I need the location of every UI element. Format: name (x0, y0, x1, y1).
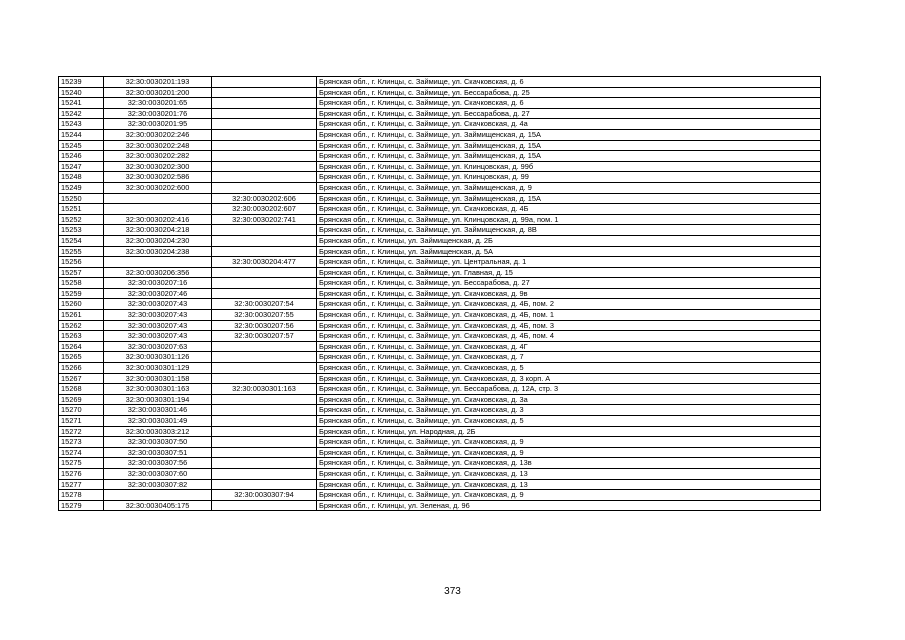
cadastral-number-cell: 32:30:0030202:282 (104, 151, 212, 162)
table-row (59, 310, 821, 321)
row-number-cell: 15249 (59, 182, 104, 193)
address-cell: Брянская обл., г. Клинцы, с. Займище, ул. Скачковская, д. 3а (317, 394, 821, 405)
premises-cadastral-cell (212, 373, 317, 384)
row-number-cell: 15259 (59, 288, 104, 299)
row-number-cell: 15271 (59, 416, 104, 427)
premises-cadastral-cell (212, 108, 317, 119)
address-cell: Брянская обл., г. Клинцы, с. Займище, ул. Займищенская, д. 15А (317, 193, 821, 204)
premises-cadastral-cell (212, 437, 317, 448)
address-cell: Брянская обл., г. Клинцы, с. Займище, ул. Бессарабова, д. 12А, стр. 3 (317, 384, 821, 395)
row-number-cell: 15270 (59, 405, 104, 416)
address-cell: Брянская обл., г. Клинцы, с. Займище, ул. Скачковская, д. 7 (317, 352, 821, 363)
premises-cadastral-cell (212, 235, 317, 246)
cadastral-number-cell: 32:30:0030207:43 (104, 310, 212, 321)
table-row (59, 394, 821, 405)
address-cell: Брянская обл., г. Клинцы, с. Займище, ул. Скачковская, д. 6 (317, 77, 821, 88)
table-row (59, 161, 821, 172)
row-number-cell: 15253 (59, 225, 104, 236)
row-number-cell: 15258 (59, 278, 104, 289)
table-row (59, 500, 821, 511)
row-number-cell: 15244 (59, 129, 104, 140)
cadastral-number-cell: 32:30:0030204:230 (104, 235, 212, 246)
row-number-cell: 15250 (59, 193, 104, 204)
cadastral-number-cell: 32:30:0030301:126 (104, 352, 212, 363)
table-row (59, 278, 821, 289)
cadastral-number-cell (104, 490, 212, 501)
cadastral-number-cell: 32:30:0030207:16 (104, 278, 212, 289)
table-row (59, 225, 821, 236)
row-number-cell: 15261 (59, 310, 104, 321)
cadastral-number-cell: 32:30:0030201:65 (104, 98, 212, 109)
table-row (59, 151, 821, 162)
table-row (59, 214, 821, 225)
cadastral-number-cell: 32:30:0030301:194 (104, 394, 212, 405)
premises-cadastral-cell (212, 458, 317, 469)
address-cell: Брянская обл., г. Клинцы, с. Займище, ул. Клинцовская, д. 99 (317, 172, 821, 183)
row-number-cell: 15276 (59, 468, 104, 479)
cadastral-number-cell: 32:30:0030202:248 (104, 140, 212, 151)
row-number-cell: 15260 (59, 299, 104, 310)
address-cell: Брянская обл., г. Клинцы, ул. Займищенская, д. 5А (317, 246, 821, 257)
row-number-cell: 15265 (59, 352, 104, 363)
cadastral-number-cell: 32:30:0030207:43 (104, 299, 212, 310)
row-number-cell: 15257 (59, 267, 104, 278)
table-row (59, 458, 821, 469)
table-row (59, 140, 821, 151)
address-cell: Брянская обл., г. Клинцы, с. Займище, ул. Займищенская, д. 15А (317, 140, 821, 151)
row-number-cell: 15251 (59, 204, 104, 215)
address-cell: Брянская обл., г. Клинцы, с. Займище, ул. Скачковская, д. 4Б, пом. 1 (317, 310, 821, 321)
row-number-cell: 15266 (59, 363, 104, 374)
address-cell: Брянская обл., г. Клинцы, с. Займище, ул. Скачковская, д. 3 корп. А (317, 373, 821, 384)
premises-cadastral-cell (212, 341, 317, 352)
table-row (59, 235, 821, 246)
address-cell: Брянская обл., г. Клинцы, с. Займище, ул. Скачковская, д. 5 (317, 363, 821, 374)
address-cell: Брянская обл., г. Клинцы, с. Займище, ул. Скачковская, д. 9 (317, 490, 821, 501)
address-cell: Брянская обл., г. Клинцы, с. Займище, ул. Скачковская, д. 6 (317, 98, 821, 109)
premises-cadastral-cell: 32:30:0030204:477 (212, 257, 317, 268)
address-cell: Брянская обл., г. Клинцы, с. Займище, ул. Скачковская, д. 13в (317, 458, 821, 469)
table-row (59, 373, 821, 384)
table-row (59, 426, 821, 437)
address-cell: Брянская обл., г. Клинцы, с. Займище, ул. Клинцовская, д. 99а, пом. 1 (317, 214, 821, 225)
row-number-cell: 15267 (59, 373, 104, 384)
premises-cadastral-cell (212, 246, 317, 257)
premises-cadastral-cell (212, 500, 317, 511)
row-number-cell: 15262 (59, 320, 104, 331)
premises-cadastral-cell (212, 363, 317, 374)
address-cell: Брянская обл., г. Клинцы, с. Займище, ул. Центральная, д. 1 (317, 257, 821, 268)
cadastral-number-cell: 32:30:0030301:129 (104, 363, 212, 374)
address-cell: Брянская обл., г. Клинцы, с. Займище, ул. Клинцовская, д. 99б (317, 161, 821, 172)
premises-cadastral-cell (212, 267, 317, 278)
table-row (59, 341, 821, 352)
premises-cadastral-cell (212, 129, 317, 140)
premises-cadastral-cell (212, 447, 317, 458)
table-row (59, 352, 821, 363)
table-row (59, 363, 821, 374)
row-number-cell: 15272 (59, 426, 104, 437)
table-row (59, 267, 821, 278)
address-cell: Брянская обл., г. Клинцы, с. Займище, ул. Займищенская, д. 9 (317, 182, 821, 193)
table-row (59, 257, 821, 268)
address-cell: Брянская обл., г. Клинцы, с. Займище, ул. Бессарабова, д. 27 (317, 278, 821, 289)
cadastral-number-cell: 32:30:0030206:356 (104, 267, 212, 278)
row-number-cell: 15278 (59, 490, 104, 501)
premises-cadastral-cell: 32:30:0030207:56 (212, 320, 317, 331)
table-row (59, 384, 821, 395)
table-row (59, 320, 821, 331)
cadastral-number-cell: 32:30:0030301:158 (104, 373, 212, 384)
cadastral-number-cell: 32:30:0030201:76 (104, 108, 212, 119)
premises-cadastral-cell (212, 87, 317, 98)
row-number-cell: 15240 (59, 87, 104, 98)
address-cell: Брянская обл., г. Клинцы, с. Займище, ул. Скачковская, д. 3 (317, 405, 821, 416)
cadastral-number-cell (104, 204, 212, 215)
premises-cadastral-cell: 32:30:0030202:606 (212, 193, 317, 204)
table-row (59, 288, 821, 299)
table-row (59, 447, 821, 458)
address-cell: Брянская обл., г. Клинцы, с. Займище, ул. Скачковская, д. 13 (317, 468, 821, 479)
table-row (59, 98, 821, 109)
premises-cadastral-cell: 32:30:0030207:57 (212, 331, 317, 342)
premises-cadastral-cell (212, 468, 317, 479)
row-number-cell: 15243 (59, 119, 104, 130)
premises-cadastral-cell: 32:30:0030301:163 (212, 384, 317, 395)
cadastral-number-cell: 32:30:0030405:175 (104, 500, 212, 511)
premises-cadastral-cell (212, 140, 317, 151)
cadastral-number-cell: 32:30:0030307:50 (104, 437, 212, 448)
address-cell: Брянская обл., г. Клинцы, ул. Зеленая, д. 96 (317, 500, 821, 511)
row-number-cell: 15241 (59, 98, 104, 109)
cadastral-number-cell: 32:30:0030202:246 (104, 129, 212, 140)
cadastral-number-cell: 32:30:0030207:63 (104, 341, 212, 352)
table-row (59, 204, 821, 215)
address-cell: Брянская обл., г. Клинцы, ул. Займищенская, д. 2Б (317, 235, 821, 246)
row-number-cell: 15252 (59, 214, 104, 225)
table-row (59, 405, 821, 416)
address-cell: Брянская обл., г. Клинцы, с. Займище, ул. Скачковская, д. 5 (317, 416, 821, 427)
cadastral-number-cell (104, 257, 212, 268)
premises-cadastral-cell (212, 77, 317, 88)
address-cell: Брянская обл., г. Клинцы, с. Займище, ул. Скачковская, д. 9в (317, 288, 821, 299)
address-cell: Брянская обл., г. Клинцы, с. Займище, ул. Скачковская, д. 4Б, пом. 4 (317, 331, 821, 342)
cadastral-number-cell: 32:30:0030307:51 (104, 447, 212, 458)
premises-cadastral-cell (212, 416, 317, 427)
table-row (59, 437, 821, 448)
premises-cadastral-cell: 32:30:0030307:94 (212, 490, 317, 501)
premises-cadastral-cell (212, 426, 317, 437)
row-number-cell: 15279 (59, 500, 104, 511)
table-row (59, 129, 821, 140)
table-row (59, 416, 821, 427)
row-number-cell: 15248 (59, 172, 104, 183)
premises-cadastral-cell (212, 288, 317, 299)
address-cell: Брянская обл., г. Клинцы, с. Займище, ул. Скачковская, д. 4Б, пом. 3 (317, 320, 821, 331)
address-cell: Брянская обл., г. Клинцы, с. Займище, ул. Займищенская, д. 15А (317, 151, 821, 162)
row-number-cell: 15247 (59, 161, 104, 172)
row-number-cell: 15256 (59, 257, 104, 268)
address-cell: Брянская обл., г. Клинцы, с. Займище, ул. Главная, д. 15 (317, 267, 821, 278)
address-cell: Брянская обл., г. Клинцы, с. Займище, ул. Займищенская, д. 15А (317, 129, 821, 140)
premises-cadastral-cell (212, 151, 317, 162)
cadastral-number-cell: 32:30:0030201:193 (104, 77, 212, 88)
cadastral-number-cell: 32:30:0030204:238 (104, 246, 212, 257)
cadastral-number-cell: 32:30:0030303:212 (104, 426, 212, 437)
table-row (59, 193, 821, 204)
cadastral-number-cell: 32:30:0030202:586 (104, 172, 212, 183)
page-number: 373 (444, 586, 461, 597)
cadastral-number-cell: 32:30:0030201:200 (104, 87, 212, 98)
premises-cadastral-cell: 32:30:0030202:741 (212, 214, 317, 225)
cadastral-number-cell: 32:30:0030301:163 (104, 384, 212, 395)
address-cell: Брянская обл., г. Клинцы, с. Займище, ул. Бессарабова, д. 27 (317, 108, 821, 119)
address-cell: Брянская обл., г. Клинцы, с. Займище, ул. Скачковская, д. 4Б, пом. 2 (317, 299, 821, 310)
address-cell: Брянская обл., г. Клинцы, с. Займище, ул. Скачковская, д. 4Г (317, 341, 821, 352)
address-cell: Брянская обл., г. Клинцы, с. Займище, ул. Займищенская, д. 8В (317, 225, 821, 236)
cadastral-number-cell: 32:30:0030307:56 (104, 458, 212, 469)
address-cell: Брянская обл., г. Клинцы, с. Займище, ул. Скачковская, д. 4а (317, 119, 821, 130)
table-row (59, 299, 821, 310)
address-cell: Брянская обл., г. Клинцы, с. Займище, ул. Скачковская, д. 4Б (317, 204, 821, 215)
cadastral-number-cell: 32:30:0030301:49 (104, 416, 212, 427)
table-row (59, 246, 821, 257)
premises-cadastral-cell (212, 394, 317, 405)
table-row (59, 108, 821, 119)
row-number-cell: 15277 (59, 479, 104, 490)
cadastral-number-cell: 32:30:0030202:300 (104, 161, 212, 172)
cadastral-number-cell (104, 193, 212, 204)
table-row (59, 331, 821, 342)
premises-cadastral-cell (212, 405, 317, 416)
premises-cadastral-cell (212, 352, 317, 363)
row-number-cell: 15263 (59, 331, 104, 342)
table-row (59, 182, 821, 193)
row-number-cell: 15269 (59, 394, 104, 405)
table-row (59, 479, 821, 490)
address-cell: Брянская обл., г. Клинцы, с. Займище, ул. Скачковская, д. 9 (317, 447, 821, 458)
cadastral-number-cell: 32:30:0030207:46 (104, 288, 212, 299)
premises-cadastral-cell (212, 182, 317, 193)
register-table (58, 76, 821, 511)
address-cell: Брянская обл., г. Клинцы, с. Займище, ул. Скачковская, д. 13 (317, 479, 821, 490)
premises-cadastral-cell: 32:30:0030207:55 (212, 310, 317, 321)
row-number-cell: 15273 (59, 437, 104, 448)
row-number-cell: 15239 (59, 77, 104, 88)
table-row (59, 77, 821, 88)
cadastral-number-cell: 32:30:0030301:46 (104, 405, 212, 416)
row-number-cell: 15268 (59, 384, 104, 395)
row-number-cell: 15264 (59, 341, 104, 352)
row-number-cell: 15254 (59, 235, 104, 246)
cadastral-number-cell: 32:30:0030202:600 (104, 182, 212, 193)
table-body (59, 77, 821, 511)
premises-cadastral-cell: 32:30:0030207:54 (212, 299, 317, 310)
table-row (59, 468, 821, 479)
row-number-cell: 15246 (59, 151, 104, 162)
row-number-cell: 15242 (59, 108, 104, 119)
premises-cadastral-cell: 32:30:0030202:607 (212, 204, 317, 215)
table-row (59, 87, 821, 98)
table-row (59, 172, 821, 183)
premises-cadastral-cell (212, 119, 317, 130)
cadastral-number-cell: 32:30:0030202:416 (104, 214, 212, 225)
premises-cadastral-cell (212, 479, 317, 490)
cadastral-number-cell: 32:30:0030307:60 (104, 468, 212, 479)
premises-cadastral-cell (212, 161, 317, 172)
row-number-cell: 15275 (59, 458, 104, 469)
cadastral-number-cell: 32:30:0030207:43 (104, 331, 212, 342)
address-cell: Брянская обл., г. Клинцы, с. Займище, ул. Бессарабова, д. 25 (317, 87, 821, 98)
table-row (59, 119, 821, 130)
row-number-cell: 15245 (59, 140, 104, 151)
cadastral-number-cell: 32:30:0030204:218 (104, 225, 212, 236)
address-cell: Брянская обл., г. Клинцы, ул. Народная, д. 2Б (317, 426, 821, 437)
row-number-cell: 15255 (59, 246, 104, 257)
premises-cadastral-cell (212, 225, 317, 236)
cadastral-number-cell: 32:30:0030201:95 (104, 119, 212, 130)
cadastral-number-cell: 32:30:0030207:43 (104, 320, 212, 331)
premises-cadastral-cell (212, 172, 317, 183)
row-number-cell: 15274 (59, 447, 104, 458)
address-cell: Брянская обл., г. Клинцы, с. Займище, ул. Скачковская, д. 9 (317, 437, 821, 448)
table-row (59, 490, 821, 501)
premises-cadastral-cell (212, 278, 317, 289)
cadastral-number-cell: 32:30:0030307:82 (104, 479, 212, 490)
premises-cadastral-cell (212, 98, 317, 109)
